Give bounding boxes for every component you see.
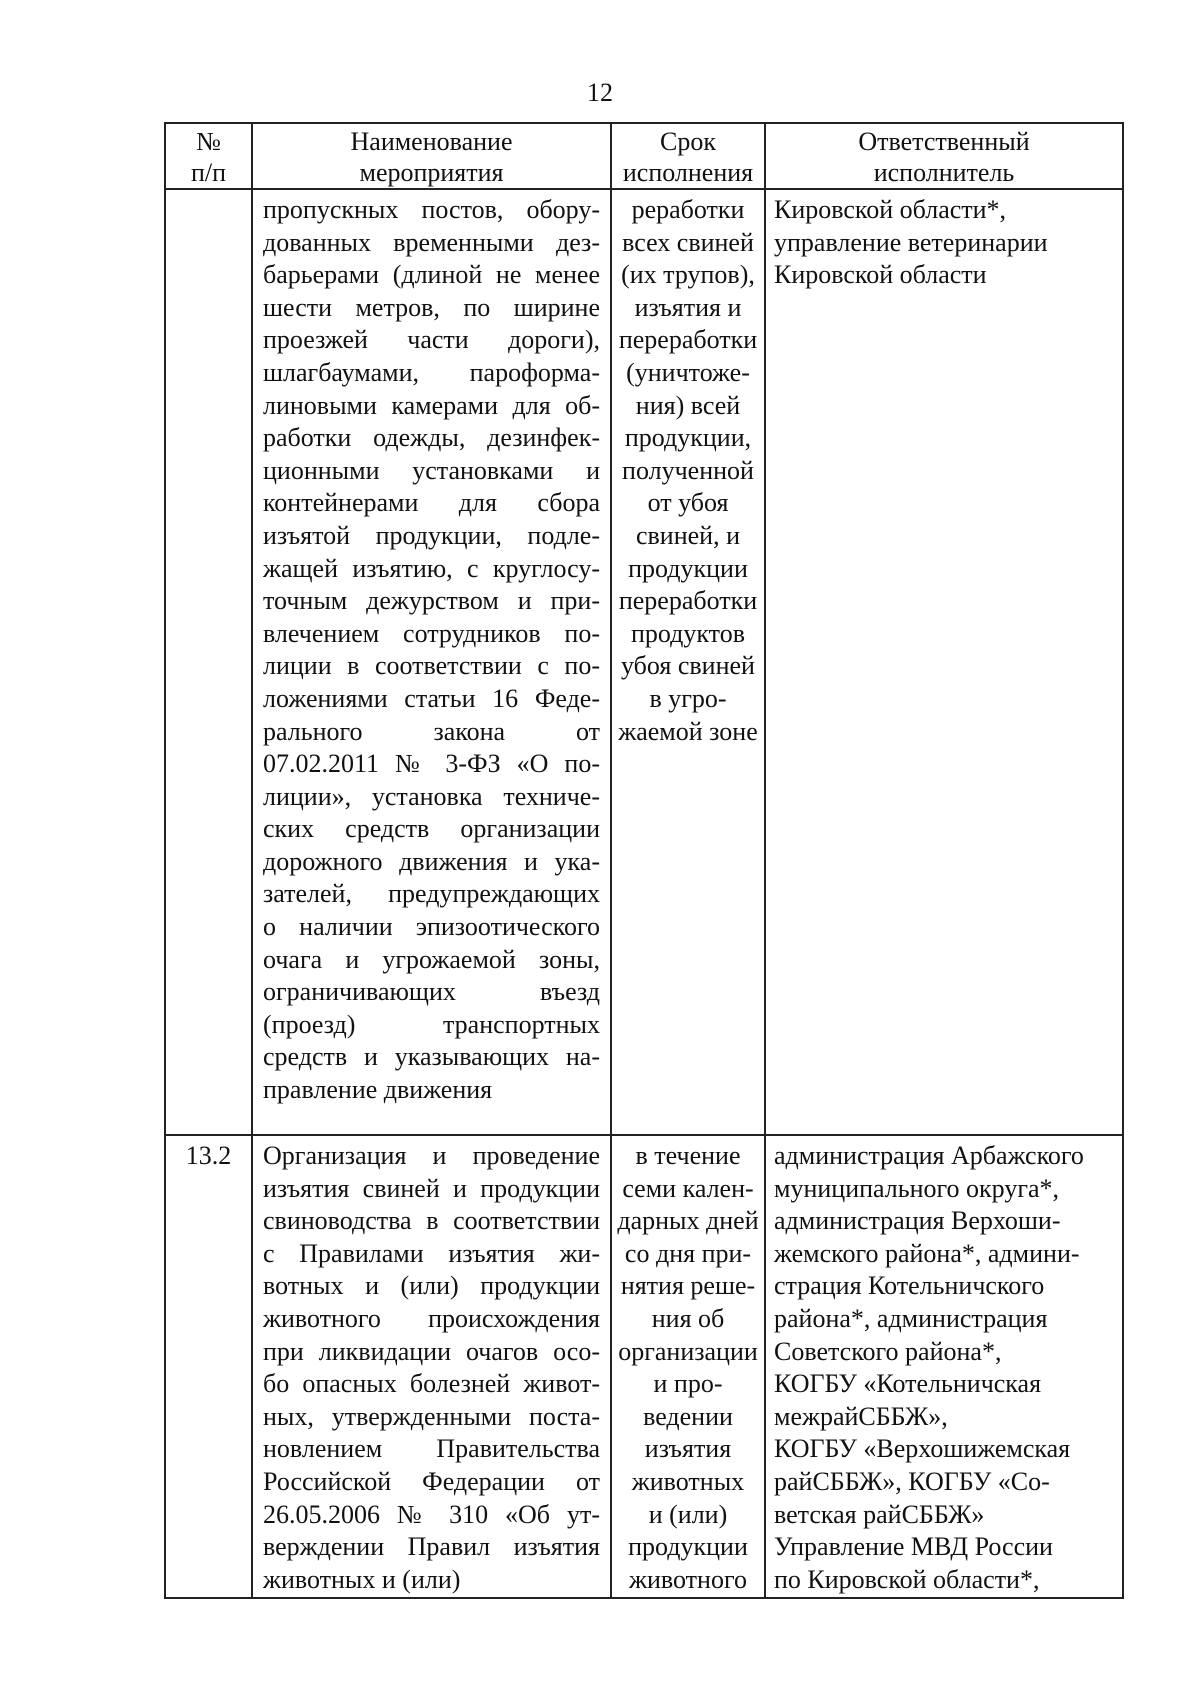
cell-text-line: животных	[631, 1466, 745, 1496]
cell-text-line: страция Котельничского	[774, 1271, 1045, 1301]
header-responsible	[765, 123, 1123, 189]
cell-text-line: ционными установками и	[263, 455, 600, 485]
cell-text-line: продуктов	[631, 618, 745, 648]
cell-text-line: нятия реше-	[620, 1271, 756, 1301]
cell-text-line: Кировской области*,	[774, 195, 1007, 224]
cell-text-line: вотных и (или) продукции	[263, 1271, 600, 1301]
cell-text-line: барьерами (длиной не менее	[263, 260, 600, 290]
cell-text-line: свиноводства в соответствии	[263, 1206, 600, 1236]
cell-text-line: ных, утвержденными поста-	[263, 1401, 600, 1431]
page-number: 12	[587, 78, 613, 107]
cell-text-line: ветская райСББЖ»	[774, 1499, 985, 1529]
cell-text-line: (уничтоже-	[626, 357, 750, 387]
cell-text-line: (проезд) транспортных	[263, 1009, 600, 1039]
cell-text-line: убоя свиней	[621, 651, 755, 681]
cell-text-line: от убоя	[647, 488, 729, 518]
cell-text-line: в угро-	[649, 683, 727, 713]
cell-text-line: КОГБУ «Котельничская	[774, 1369, 1042, 1399]
header-responsible-line: Ответственный	[858, 127, 1030, 156]
cell-text-line: и про-	[653, 1369, 723, 1399]
cell-text-line: райСББЖ», КОГБУ «Со-	[774, 1466, 1050, 1496]
cell-text-line: КОГБУ «Верхошижемская	[774, 1434, 1071, 1464]
table-row	[165, 1135, 1123, 1598]
cell-text-line: лиции», установка техниче-	[263, 781, 600, 811]
cell-text-line: бо опасных болезней живот-	[263, 1369, 600, 1399]
cell-text-line: Организация и проведение	[263, 1141, 600, 1170]
cell-text-line: продукции	[628, 553, 748, 583]
cell-text-line: семи кален-	[622, 1173, 754, 1203]
cell-text-line: работки одежды, дезинфек-	[263, 423, 600, 453]
cell-text-line: реработки	[631, 195, 745, 224]
cell-text-line: шести метров, по ширине	[263, 292, 600, 322]
cell-text-line: дованных временными дез-	[263, 227, 600, 257]
cell-text-line: точным дежурством и при-	[263, 586, 600, 616]
cell-text-line: животного	[629, 1564, 747, 1594]
execution-term-cell	[611, 1135, 765, 1598]
table-row	[165, 189, 1123, 1135]
cell-text-line: ложениями статьи 16 Феде-	[263, 683, 600, 713]
cell-text-line: о наличии эпизоотического	[263, 912, 600, 942]
cell-text-line: продукции,	[624, 423, 752, 453]
cell-text-line: жаемой зоне	[618, 716, 758, 746]
responsible-cell	[765, 189, 1123, 1135]
cell-text-line: влечением сотрудников по-	[263, 618, 600, 648]
header-term	[611, 123, 765, 189]
cell-text-line: организации	[618, 1336, 758, 1366]
cell-text-line: верждении Правил изъятия	[263, 1532, 600, 1562]
cell-text-line: животного происхождения	[263, 1303, 600, 1333]
cell-text-line: Российской Федерации от	[263, 1466, 600, 1496]
cell-text-line: средств и указывающих на-	[263, 1042, 600, 1072]
cell-text-line: (их трупов),	[621, 260, 755, 290]
header-num-line: №	[196, 127, 221, 156]
cell-text-line: межрайСББЖ»,	[774, 1401, 948, 1431]
responsible-cell	[765, 1135, 1123, 1598]
header-name-line: мероприятия	[359, 158, 504, 187]
cell-text-line: всех свиней	[622, 227, 754, 257]
cell-text-line: 07.02.2011 № 3-ФЗ «О по-	[263, 749, 600, 779]
cell-text-line: жемского района*, админи-	[774, 1238, 1080, 1268]
cell-text-line: переработки	[618, 586, 758, 616]
header-num	[165, 123, 252, 189]
header-name-line: Наименование	[350, 127, 513, 156]
cell-text-line: управление ветеринарии	[774, 227, 1048, 257]
row-number	[165, 189, 252, 1135]
cell-text-line: дорожного движения и ука-	[263, 846, 600, 876]
cell-text-line: полученной	[622, 455, 754, 485]
measure-name-cell	[252, 189, 611, 1135]
cell-text-line: изъятия и	[634, 292, 742, 322]
cell-text-line: продукции	[628, 1532, 748, 1562]
cell-text-line: ведении	[643, 1401, 733, 1431]
cell-text-line: рального закона от	[263, 716, 600, 746]
cell-text-line: при ликвидации очагов осо-	[263, 1336, 600, 1366]
cell-text-line: линовыми камерами для об-	[263, 390, 600, 420]
cell-text-line: ния об	[651, 1303, 725, 1333]
cell-text-line: Кировской области	[774, 260, 987, 290]
execution-term-cell	[611, 189, 765, 1135]
cell-text-line: контейнерами для сбора	[263, 488, 600, 518]
cell-text-line: проезжей части дороги),	[263, 325, 600, 355]
measures-table	[164, 122, 1124, 1599]
row-number: 13.2	[165, 1135, 252, 1598]
cell-text-line: изъятия свиней и продукции	[263, 1173, 600, 1203]
cell-text-line: пропускных постов, обору-	[263, 195, 600, 224]
cell-text-line: лиции в соответствии с по-	[263, 651, 600, 681]
cell-text-line: по Кировской области*,	[774, 1564, 1040, 1594]
cell-text-line: свиней, и	[635, 520, 740, 550]
cell-text-line: переработки	[618, 325, 758, 355]
header-responsible-line: исполнитель	[873, 158, 1015, 187]
cell-text-line: шлагбаумами, пароформа-	[263, 357, 600, 387]
cell-text-line: новлением Правительства	[263, 1434, 600, 1464]
header-name	[252, 123, 611, 189]
cell-text-line: дарных дней	[617, 1206, 759, 1236]
cell-text-line: и (или)	[648, 1499, 728, 1529]
cell-text-line: изъятой продукции, подле-	[263, 520, 600, 550]
table-header-row	[165, 123, 1123, 189]
cell-text-line: Управление МВД России	[774, 1532, 1053, 1562]
cell-text-line: администрация Верхоши-	[774, 1206, 1061, 1236]
cell-text-line: изъятия	[644, 1434, 732, 1464]
cell-text-line: очага и угрожаемой зоны,	[263, 944, 600, 974]
cell-text-line: животных и (или)	[263, 1564, 461, 1594]
cell-text-line: жащей изъятию, с круглосу-	[263, 553, 600, 583]
cell-text-line: администрация Арбажского	[774, 1141, 1084, 1170]
cell-text-line: с Правилами изъятия жи-	[263, 1238, 600, 1268]
cell-text-line: Советского района*,	[774, 1336, 1002, 1366]
header-term-line: исполнения	[622, 158, 754, 187]
cell-text-line: со дня при-	[624, 1238, 752, 1268]
header-num-line: п/п	[190, 158, 227, 187]
cell-text-line: правление движения	[263, 1075, 493, 1105]
cell-text-line: в течение	[635, 1141, 741, 1170]
cell-text-line: зателей, предупреждающих	[263, 879, 600, 909]
measure-name-cell	[252, 1135, 611, 1598]
cell-text-line: ских средств организации	[263, 814, 600, 844]
cell-text-line: района*, администрация	[774, 1303, 1048, 1333]
cell-text-line: ния) всей	[635, 390, 741, 420]
cell-text-line: муниципального округа*,	[774, 1173, 1060, 1203]
cell-text-line: ограничивающих въезд	[263, 977, 600, 1007]
cell-text-line: 26.05.2006 № 310 «Об ут-	[263, 1499, 600, 1529]
header-term-line: Срок	[660, 127, 716, 156]
